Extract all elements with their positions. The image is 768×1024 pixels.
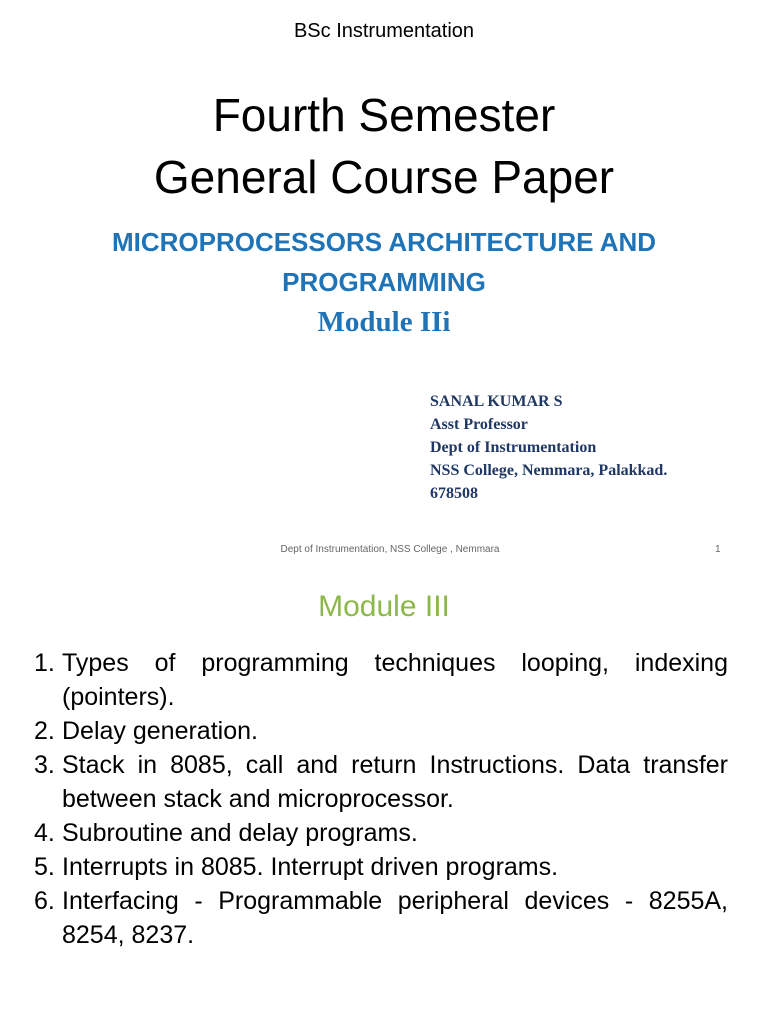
list-item [34, 646, 728, 714]
topic-list [34, 646, 728, 952]
list-item [34, 748, 728, 816]
list-item-text: Delay generation. [62, 717, 258, 745]
list-item-number: 2. [34, 717, 55, 745]
author-department: Dept of Instrumentation [430, 439, 597, 456]
author-block [430, 390, 667, 505]
subject-line-2: PROGRAMMING [282, 267, 486, 297]
course-subject [0, 222, 768, 302]
list-item-text: Stack in 8085, call and return Instructions. Data transfer between stack and microprocessor. [62, 751, 728, 813]
list-item [34, 884, 728, 952]
list-item [34, 816, 728, 850]
list-item [34, 850, 728, 884]
module-title: Module III [318, 590, 450, 623]
page-number: 1 [715, 544, 721, 555]
title-line-2: General Course Paper [153, 151, 615, 203]
subject-line-1: MICROPROCESSORS ARCHITECTURE AND [111, 227, 657, 257]
list-item-text: Subroutine and delay programs. [62, 819, 418, 847]
list-item-number: 3. [34, 751, 55, 779]
list-item [34, 714, 728, 748]
list-item-number: 1. [34, 649, 55, 677]
list-item-text: Types of programming techniques looping, indexing (pointers). [62, 649, 728, 711]
module-slide [0, 570, 768, 1024]
slide-footer: Dept of Instrumentation, NSS College , Nemmara [280, 544, 500, 555]
list-item-text: Interfacing - Programmable peripheral devices - 8255A, 8254, 8237. [62, 887, 728, 949]
author-college: NSS College, Nemmara, Palakkad. [430, 462, 668, 479]
author-pin: 678508 [430, 485, 478, 502]
slide-title [0, 84, 768, 208]
title-line-1: Fourth Semester [212, 89, 556, 141]
list-item-text: Interrupts in 8085. Interrupt driven programs. [62, 853, 559, 881]
list-item-number: 4. [34, 819, 55, 847]
author-designation: Asst Professor [430, 416, 528, 433]
list-item-number: 5. [34, 853, 55, 881]
module-heading: Module IIi [317, 306, 451, 338]
list-item-number: 6. [34, 887, 55, 915]
program-label: BSc Instrumentation [293, 20, 475, 42]
author-name: SANAL KUMAR S [430, 393, 563, 410]
